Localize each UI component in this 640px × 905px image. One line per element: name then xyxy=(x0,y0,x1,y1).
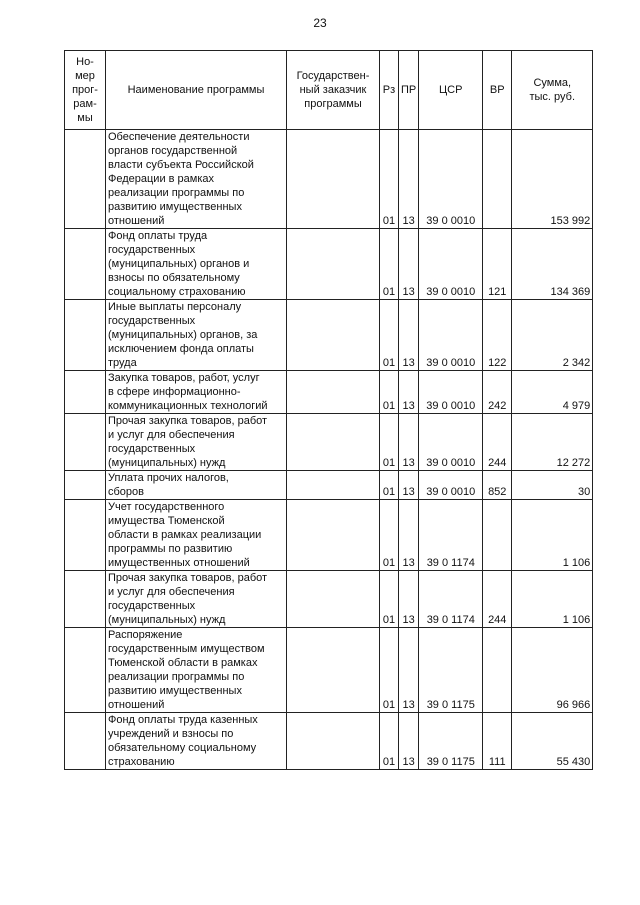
cell-sum: 1 106 xyxy=(512,500,593,571)
header-pr: ПР xyxy=(399,51,419,130)
cell-program-number xyxy=(65,300,106,371)
cell-vr: 122 xyxy=(483,300,512,371)
cell-rz: 01 xyxy=(380,300,399,371)
cell-pr: 13 xyxy=(399,713,419,770)
cell-vr xyxy=(483,628,512,713)
cell-sum: 134 369 xyxy=(512,229,593,300)
cell-sum: 30 xyxy=(512,471,593,500)
cell-pr: 13 xyxy=(399,130,419,229)
cell-csr: 39 0 0010 xyxy=(419,371,483,414)
cell-program-number xyxy=(65,500,106,571)
cell-program-name: Учет государственного имущества Тюменской области в рамках реализации программы по развитию имущественных отношений xyxy=(106,500,287,571)
cell-sum: 55 430 xyxy=(512,713,593,770)
cell-program-name: Иные выплаты персоналу государственных (муниципальных) органов, за исключением фонда оплаты труда xyxy=(106,300,287,371)
cell-rz: 01 xyxy=(380,371,399,414)
cell-program-name: Прочая закупка товаров, работ и услуг для обеспечения государственных (муниципальных) нужд xyxy=(106,571,287,628)
table-row xyxy=(65,229,593,300)
cell-pr: 13 xyxy=(399,414,419,471)
cell-rz: 01 xyxy=(380,471,399,500)
cell-sum: 2 342 xyxy=(512,300,593,371)
table-row xyxy=(65,571,593,628)
cell-csr: 39 0 1174 xyxy=(419,571,483,628)
cell-program-name: Уплата прочих налогов, сборов xyxy=(106,471,287,500)
cell-program-number xyxy=(65,414,106,471)
cell-vr xyxy=(483,500,512,571)
cell-program-number xyxy=(65,471,106,500)
cell-pr: 13 xyxy=(399,300,419,371)
cell-program-number xyxy=(65,371,106,414)
cell-customer xyxy=(287,371,380,414)
table-row xyxy=(65,713,593,770)
cell-program-number xyxy=(65,130,106,229)
cell-program-number xyxy=(65,713,106,770)
cell-program-number xyxy=(65,571,106,628)
cell-csr: 39 0 0010 xyxy=(419,414,483,471)
cell-rz: 01 xyxy=(380,571,399,628)
cell-customer xyxy=(287,713,380,770)
cell-program-number xyxy=(65,229,106,300)
header-sum: Сумма, тыс. руб. xyxy=(512,51,593,130)
cell-program-name: Обеспечение деятельности органов государственной власти субъекта Российской Федерации в рамках реализации программы по развитию имущественных отношений xyxy=(106,130,287,229)
cell-customer xyxy=(287,500,380,571)
cell-pr: 13 xyxy=(399,371,419,414)
cell-rz: 01 xyxy=(380,229,399,300)
table-row xyxy=(65,130,593,229)
cell-csr: 39 0 1175 xyxy=(419,713,483,770)
cell-csr: 39 0 0010 xyxy=(419,300,483,371)
cell-pr: 13 xyxy=(399,471,419,500)
header-csr: ЦСР xyxy=(419,51,483,130)
table-row xyxy=(65,628,593,713)
cell-sum: 4 979 xyxy=(512,371,593,414)
table-row xyxy=(65,300,593,371)
table-row xyxy=(65,414,593,471)
cell-program-name: Фонд оплаты труда государственных (муниципальных) органов и взносы по обязательному социальному страхованию xyxy=(106,229,287,300)
budget-table xyxy=(64,50,593,770)
cell-vr: 852 xyxy=(483,471,512,500)
header-rz: Рз xyxy=(380,51,399,130)
cell-program-name: Прочая закупка товаров, работ и услуг для обеспечения государственных (муниципальных) нужд xyxy=(106,414,287,471)
cell-pr: 13 xyxy=(399,628,419,713)
cell-program-name: Распоряжение государственным имуществом Тюменской области в рамках реализации программы по развитию имущественных отношений xyxy=(106,628,287,713)
cell-vr: 244 xyxy=(483,414,512,471)
cell-rz: 01 xyxy=(380,628,399,713)
cell-csr: 39 0 1175 xyxy=(419,628,483,713)
cell-customer xyxy=(287,229,380,300)
cell-program-name: Закупка товаров, работ, услуг в сфере информационно- коммуникационных технологий xyxy=(106,371,287,414)
header-program-name: Наименование программы xyxy=(106,51,287,130)
cell-rz: 01 xyxy=(380,130,399,229)
cell-customer xyxy=(287,471,380,500)
header-program-number: Но- мер прог- рам- мы xyxy=(65,51,106,130)
table-row xyxy=(65,371,593,414)
cell-pr: 13 xyxy=(399,229,419,300)
cell-sum: 96 966 xyxy=(512,628,593,713)
header-vr: ВР xyxy=(483,51,512,130)
cell-customer xyxy=(287,571,380,628)
cell-rz: 01 xyxy=(380,713,399,770)
header-customer: Государствен- ный заказчик программы xyxy=(287,51,380,130)
table-header-row xyxy=(65,51,593,130)
cell-rz: 01 xyxy=(380,414,399,471)
table-row xyxy=(65,500,593,571)
cell-program-name: Фонд оплаты труда казенных учреждений и взносы по обязательному социальному страхованию xyxy=(106,713,287,770)
cell-csr: 39 0 0010 xyxy=(419,229,483,300)
table-body xyxy=(65,130,593,770)
cell-csr: 39 0 1174 xyxy=(419,500,483,571)
cell-csr: 39 0 0010 xyxy=(419,471,483,500)
cell-customer xyxy=(287,300,380,371)
cell-rz: 01 xyxy=(380,500,399,571)
cell-vr: 242 xyxy=(483,371,512,414)
cell-sum: 153 992 xyxy=(512,130,593,229)
cell-vr xyxy=(483,130,512,229)
cell-pr: 13 xyxy=(399,500,419,571)
cell-program-number xyxy=(65,628,106,713)
cell-sum: 12 272 xyxy=(512,414,593,471)
cell-customer xyxy=(287,130,380,229)
cell-vr: 121 xyxy=(483,229,512,300)
cell-pr: 13 xyxy=(399,571,419,628)
cell-customer xyxy=(287,414,380,471)
table-row xyxy=(65,471,593,500)
cell-customer xyxy=(287,628,380,713)
cell-csr: 39 0 0010 xyxy=(419,130,483,229)
cell-vr: 111 xyxy=(483,713,512,770)
cell-vr: 244 xyxy=(483,571,512,628)
page-number: 23 xyxy=(313,16,327,30)
cell-sum: 1 106 xyxy=(512,571,593,628)
